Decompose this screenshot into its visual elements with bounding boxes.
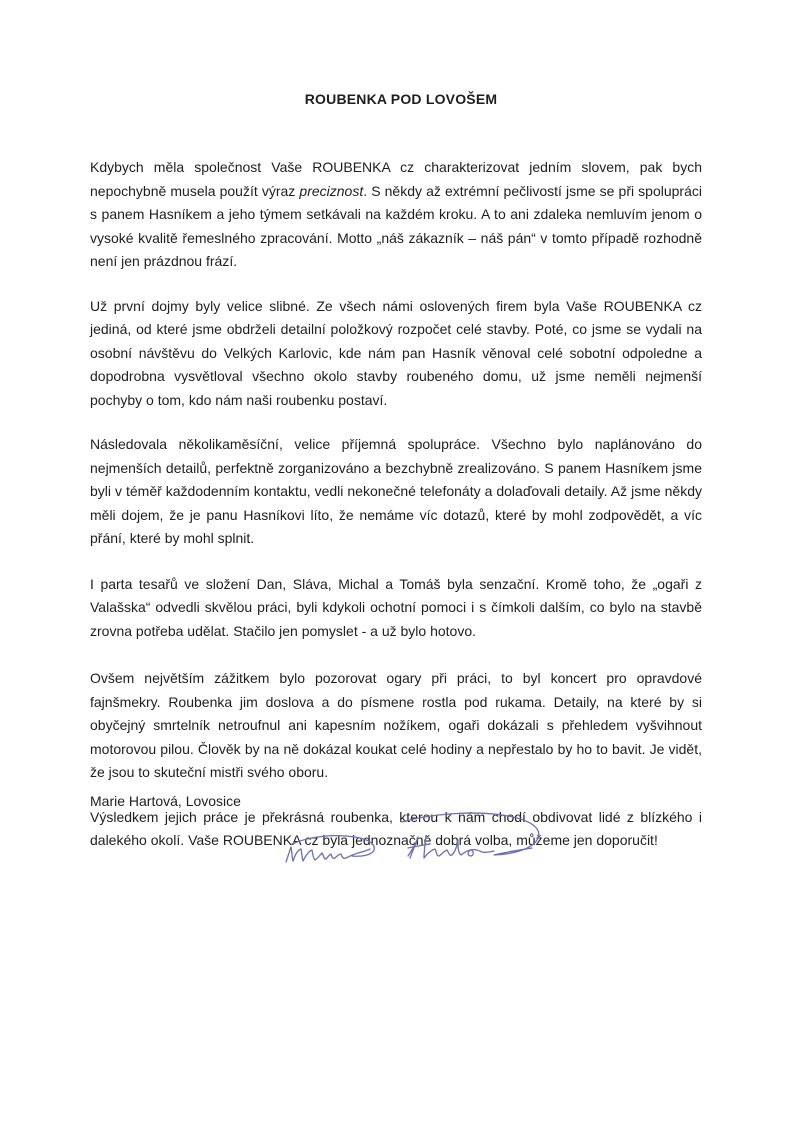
letter-body bbox=[90, 156, 702, 853]
paragraph-1-start: Kdybych měla společnost Vaše ROUBENKA cz charakterizovat jedním slovem, pak bych nepochybně musela použít výraz bbox=[90, 159, 702, 199]
author-name: Marie Hartová, Lovosice bbox=[90, 793, 241, 809]
paragraph-6: Výsledkem jejich práce je překrásná roubenka, kterou k nám chodí obdivovat lidé z blízkého i dalekého okolí. Vaše ROUBENKA cz byla jednoznačně dobrá volba, můžeme jen doporučit! bbox=[90, 808, 702, 848]
signature-last-name-flourish bbox=[402, 813, 539, 855]
paragraph-1-emphasis: preciznost bbox=[299, 182, 364, 199]
paragraph-4: I parta tesařů ve složení Dan, Sláva, Michal a Tomáš byla senzační. Kromě toho, že „ogaři z Valašska“ odvedli skvělou práci, byli kdykoli ochotní pomoci i s čímkoli dalším, co bylo na stavbě zrovna potřeba udělat. Stačilo jen pomyslet - a už bylo hotovo. bbox=[90, 575, 702, 639]
signature-first-name-tail bbox=[292, 836, 374, 857]
signature-last-name-stroke bbox=[408, 836, 494, 858]
paragraph-1-end: . S někdy až extrémní pečlivostí jsme se při spolupráci s panem Hasníkem a jeho týmem setkávali na každém kroku. A to ani zdaleka nemluvím jenom o vysoké kvalitě řemeslného zpracování. Motto „náš zákazník – náš pán“ v tomto případě rozhodně není jen prázdnou frází. bbox=[90, 182, 702, 269]
handwritten-signature bbox=[280, 800, 560, 880]
paragraph-1 bbox=[90, 156, 702, 274]
paragraph-2: Už první dojmy byly velice slibné. Ze všech námi oslovených firem byla Vaše ROUBENKA cz jediná, od které jsme obdrželi detailní položkový rozpočet celé stavby. Poté, co jsme se vydali na osobní návštěvu do Velkých Karlovic, kde nám pan Hasník věnoval celé sobotní odpoledne a dopodrobna vysvětloval všechno okolo stavby roubeného domu, už jsme neměli nejmenší pochyby o tom, kdo nám naši roubenku postaví. bbox=[90, 297, 702, 408]
document-title: ROUBENKA POD LOVOŠEM bbox=[304, 91, 498, 107]
signature-first-name-stroke bbox=[286, 847, 370, 862]
paragraph-5: Ovšem největším zážitkem bylo pozorovat ogary při práci, to byl koncert pro opravdové fajnšmekry. Roubenka jim doslova a do písmene rostla pod rukama. Detaily, na které by si obyčejný smrtelník netroufnul ani kapesním nožíkem, ogaři dokázali s přehledem vyšvihnout motorovou pilou. Člověk by na ně dokázal koukat celé hodiny a nepřestalo by ho to bavit. Je vidět, že jsou to skuteční mistři svého oboru. bbox=[90, 670, 702, 780]
paragraph-3: Následovala několikaměsíční, velice příjemná spolupráce. Všechno bylo naplánováno do nejmenších detailů, perfektně zorganizováno a bezchybně zrealizováno. S panem Hasníkem jsme byli v téměř každodenním kontaktu, vedli nekonečné telefonáty a dolaďovali detaily. Až jsme někdy měli dojem, že je panu Hasníkovi líto, že nemáme víc dotazů, které by mohl zodpovědět, a víc přání, které by mohl splnit. bbox=[90, 436, 702, 546]
